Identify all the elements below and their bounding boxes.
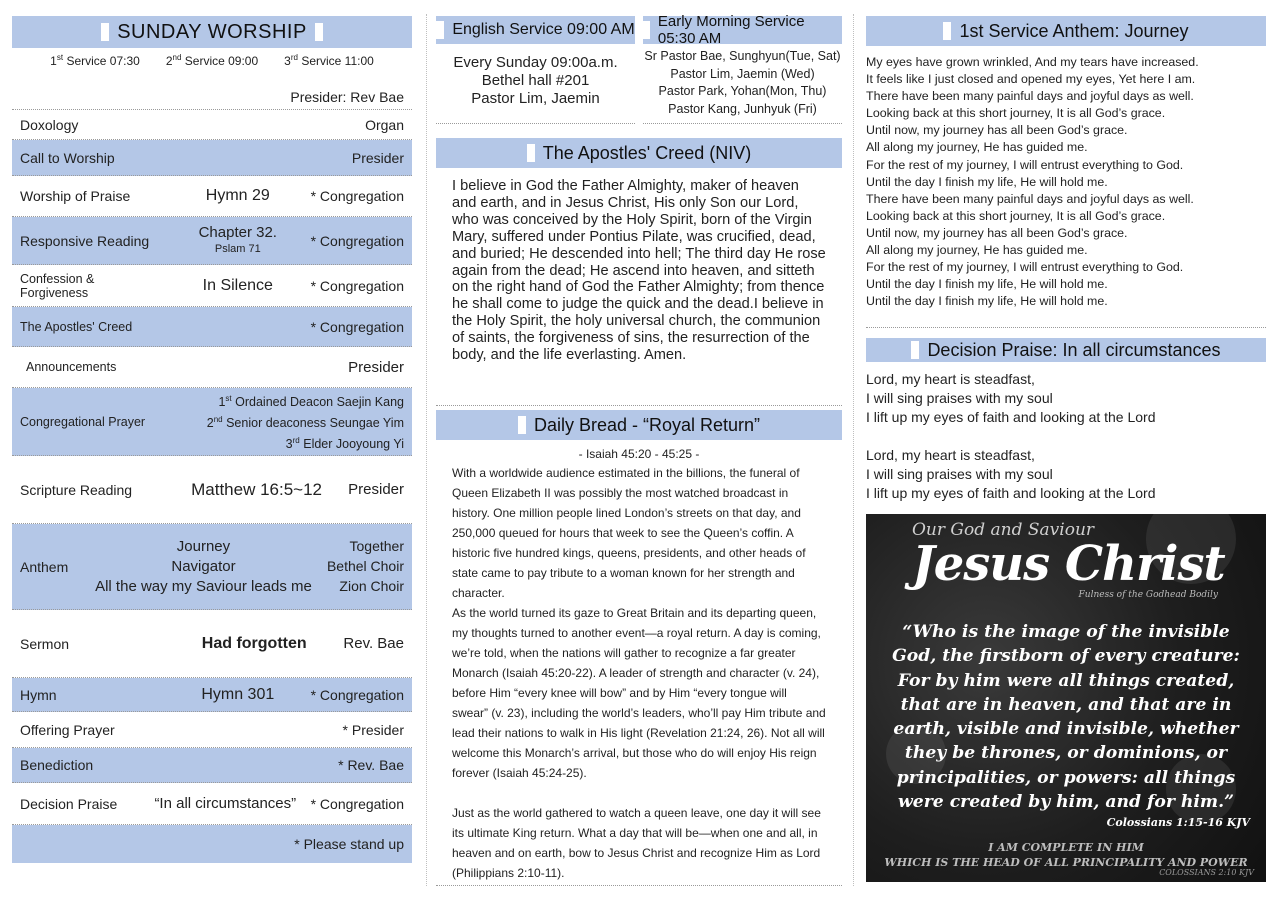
apostles-creed-section — [436, 138, 842, 406]
scripture-poster — [866, 514, 1266, 882]
service-time-2: 2nd Service 09:00 — [165, 53, 259, 68]
early-morning-header: Early Morning Service 05:30 AM — [643, 16, 842, 44]
early-morning-box: Early Morning Service 05:30 AM Sr Pastor Bae, Sunghyun(Tue, Sat) Pastor Lim, Jaemin (Wed) Pastor Park, Yohan(Mon, Thu) Pastor Kang, Junhyuk (Fri) — [643, 16, 842, 124]
daily-bread-body: With a worldwide audience estimated in the billions, the funeral of Queen Elizabeth II was possibly the most watched broadcast in history. One million people lined London’s streets on that day, and 250,000 queued for hours that week to see the Queen’s coffin. A historic five hundred kings, queens, presidents, and other heads of state came to pay tribute to a woman known for her strength and character. As the world turned its gaze to Great Britain and its departing queen, my thoughts turned to another event—a royal return. A day is coming, we’re told, when the nations will gather to recognize a far greater Monarch (Isaiah 45:20-22). A leader of strength and character (v. 24), before Him “every knee will bow” and by Him “every tongue will swear” (v. 23), including the world’s leaders, who’ll pay Him tribute and lead their nations to walk in His light (Revelation 21:24, 26). Not all will welcome this Monarch’s arrival, but those who do will enjoy His reign forever (Isaiah 45:24-25). Just as the world gathered to watch a queen leave, one day it will see its ultimate King return. What a day that will be—when one and all, in heaven and on earth, bow to Jesus Christ and recognize Him as Lord (Philippians 2:10-11). — [436, 461, 842, 886]
order-of-worship — [12, 16, 412, 863]
service-time-3: 3rd Service 11:00 — [284, 53, 374, 68]
row-anthem: Anthem Journey Together Navigator Bethel Choir All the way my Saviour leads me Zion Choir — [12, 524, 412, 610]
poster-footer-reference: COLOSSIANS 2:10 KJV — [1159, 868, 1254, 877]
daily-bread-section — [436, 410, 842, 886]
column-divider-right — [853, 14, 854, 886]
lyrics-column — [866, 16, 1266, 877]
column-divider-left — [426, 14, 427, 886]
decision-praise-header: Decision Praise: In all circumstances — [866, 338, 1266, 362]
row-apostles-creed: The Apostles' Creed * Congregation — [12, 307, 412, 347]
anthem-list: Journey Together Navigator Bethel Choir All the way my Saviour leads me Zion Choir — [95, 538, 404, 595]
worship-title-banner — [12, 16, 412, 48]
row-responsive-reading: Responsive Reading Chapter 32. Pslam 71 * Congregation — [12, 217, 412, 265]
row-confession: Confession & Forgiveness In Silence * Congregation — [12, 265, 412, 307]
anthem-lyrics: My eyes have grown wrinkled, And my tears have increased. It feels like I just closed and opened my eyes, Yet here I am. There have been many painful days and joyful days as well. Looking back at this short journey, It is all God’s grace. Until now, my journey has all been God’s grace. All along my journey, He has guided me. For the rest of my journey, I will entrust everything to God. Until the day I finish my life, He will hold me. There have been many painful days and joyful days as well. Looking back at this short journey, It is all God’s grace. Until now, my journey has all been God’s grace. All along my journey, He has guided me. For the rest of my journey, I will entrust everything to God. Until the day I finish my life, He will hold me. Until the day I finish my life, He will hold me. — [866, 46, 1266, 328]
decision-praise-section — [866, 338, 1266, 532]
row-doxology: Doxology Organ — [12, 109, 412, 140]
row-offering-prayer: Offering Prayer * Presider — [12, 712, 412, 748]
row-scripture-reading: Scripture Reading Matthew 16:5~12 Presider — [12, 456, 412, 524]
row-decision-praise: Decision Praise “In all circumstances” * Congregation — [12, 783, 412, 825]
anthem-lyrics-section — [866, 16, 1266, 328]
row-call-to-worship: Call to Worship Presider — [12, 140, 412, 176]
daily-bread-reference: - Isaiah 45:20 - 45:25 - — [578, 447, 700, 461]
row-worship-of-praise: Worship of Praise Hymn 29 * Congregation — [12, 176, 412, 217]
poster-citation: Colossians 1:15-16 KJV — [1106, 816, 1250, 829]
row-hymn: Hymn Hymn 301 * Congregation — [12, 678, 412, 712]
worship-title: SUNDAY WORSHIP — [117, 20, 307, 43]
info-column — [436, 13, 842, 886]
prayer-leaders: 1st Ordained Deacon Saejin Kang 2nd Senior deaconess Seungae Yim 3rd Elder Jooyoung Yi — [206, 393, 404, 452]
anthem-lyrics-header: 1st Service Anthem: Journey — [866, 16, 1266, 46]
poster-subtitle: Fulness of the Godhead Bodily — [1078, 590, 1218, 600]
creed-text: I believe in God the Father Almighty, maker of heaven and earth, and in Jesus Christ, His only Son our Lord, who was conceived by the Holy Spirit, born of the Virgin Mary, suffered under Pontius Pilate, was crucified, dead, and buried; He descended into hell; The third day He rose again from the dead; He ascend into heaven, and sitteth on the right hand of God the Father Almighty; from thence he shall come to judge the quick and the dead.I believe in the Holy Spirit, the holy universal church, the communion of saints, the forgiveness of sins, the resurrection of the body, and the life everlasting. Amen. — [436, 168, 842, 406]
poster-footer: I AM COMPLETE IN HIM WHICH IS THE HEAD OF ALL PRINCIPALITY AND POWER — [884, 841, 1248, 869]
poster-quote: “Who is the image of the invisible God, the firstborn of every creature: For by him were all things created, that are in heaven, and that are in earth, visible and invisible, whether they be thrones, or dominions, or principalities, or powers: all things were created by him, and for him.” — [892, 622, 1240, 813]
service-time-1: 1st Service 07:30 — [50, 53, 140, 68]
creed-header: The Apostles' Creed (NIV) — [436, 138, 842, 168]
daily-bread-header: Daily Bread - “Royal Return” — [436, 410, 842, 440]
poster-title: Jesus Christ — [912, 536, 1225, 592]
row-benediction: Benediction * Rev. Bae — [12, 748, 412, 783]
row-congregational-prayer: Congregational Prayer 1st Ordained Deacon Saejin Kang 2nd Senior deaconess Seungae Yim 3rd Elder Jooyoung Yi — [12, 388, 412, 456]
row-announcements: Announcements Presider — [12, 347, 412, 388]
english-service-box: English Service 09:00 AM Every Sunday 09:00a.m. Bethel hall #201 Pastor Lim, Jaemin — [436, 16, 635, 124]
poster-tagline: Our God and Saviour — [912, 520, 1095, 540]
service-times — [12, 53, 412, 69]
english-service-header: English Service 09:00 AM — [436, 16, 635, 44]
decision-praise-lyrics: Lord, my heart is steadfast, I will sing praises with my soul I lift up my eyes of faith and looking at the Lord Lord, my heart is steadfast, I will sing praises with my soul I lift up my eyes of faith and looking at the Lord — [866, 371, 1156, 501]
row-sermon: Sermon Had forgotten Rev. Bae — [12, 610, 412, 678]
presider-line: Presider: Rev Bae — [290, 89, 404, 105]
stand-up-note: * Please stand up — [12, 825, 412, 863]
